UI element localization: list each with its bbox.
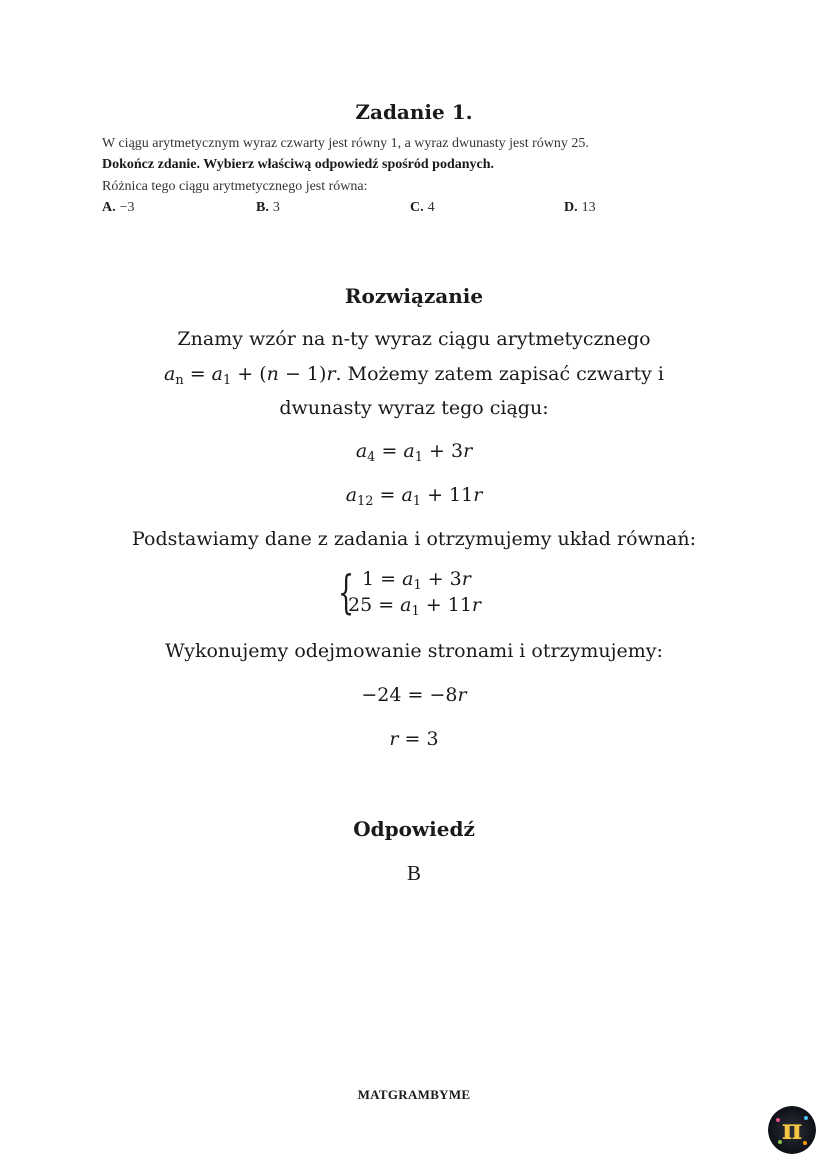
- solution-text-4: Podstawiamy dane z zadania i otrzymujemy układ równań:: [132, 528, 696, 550]
- solution-text-5: Wykonujemy odejmowanie stronami i otrzymujemy:: [165, 640, 663, 662]
- solution-text-2: $a_n = a_1 + (n - 1)r$. Możemy zatem zapisać czwarty i: [164, 363, 664, 388]
- equation-a12: $a_{12} = a_1 + 11r$: [345, 484, 483, 509]
- equation-system: [338, 566, 498, 622]
- system-row-2: $25 = a_1 + 11r$: [348, 594, 482, 619]
- answer-options: [0, 200, 828, 218]
- equation-subtraction: −24 = −8r: [361, 684, 467, 706]
- answer-title: Odpowiedź: [353, 817, 475, 841]
- system-row-1: $1 = a_1 + 3r$: [362, 568, 471, 593]
- answer-value: B: [406, 861, 421, 885]
- option-b: B. 3: [256, 200, 280, 215]
- option-a: A. −3: [102, 200, 135, 215]
- brace-icon: {: [338, 565, 355, 619]
- formula-general-term: $a_n = a_1 + (n - 1)r$: [164, 363, 336, 388]
- task-title: Zadanie 1.: [355, 100, 473, 124]
- footer-brand: MATGRAMBYME: [357, 1087, 471, 1102]
- option-c: C. 4: [410, 200, 435, 215]
- solution-text-1: Znamy wzór na n-ty wyraz ciągu arytmetycznego: [177, 328, 651, 350]
- pi-logo-icon: [768, 1106, 816, 1154]
- svg-text:π: π: [781, 1113, 803, 1146]
- equation-a4: $a_4 = a_1 + 3r$: [355, 440, 473, 465]
- solution-title: Rozwiązanie: [344, 284, 484, 308]
- task-statement: W ciągu arytmetycznym wyraz czwarty jest równy 1, a wyraz dwunasty jest równy 25.: [102, 136, 589, 151]
- option-d: D. 13: [564, 200, 596, 215]
- task-question: Różnica tego ciągu arytmetycznego jest równa:: [102, 179, 368, 194]
- solution-text-3: dwunasty wyraz tego ciągu:: [279, 397, 549, 419]
- task-instruction: Dokończ zdanie. Wybierz właściwą odpowiedź spośród podanych.: [102, 157, 495, 172]
- equation-result: r = 3: [389, 728, 439, 750]
